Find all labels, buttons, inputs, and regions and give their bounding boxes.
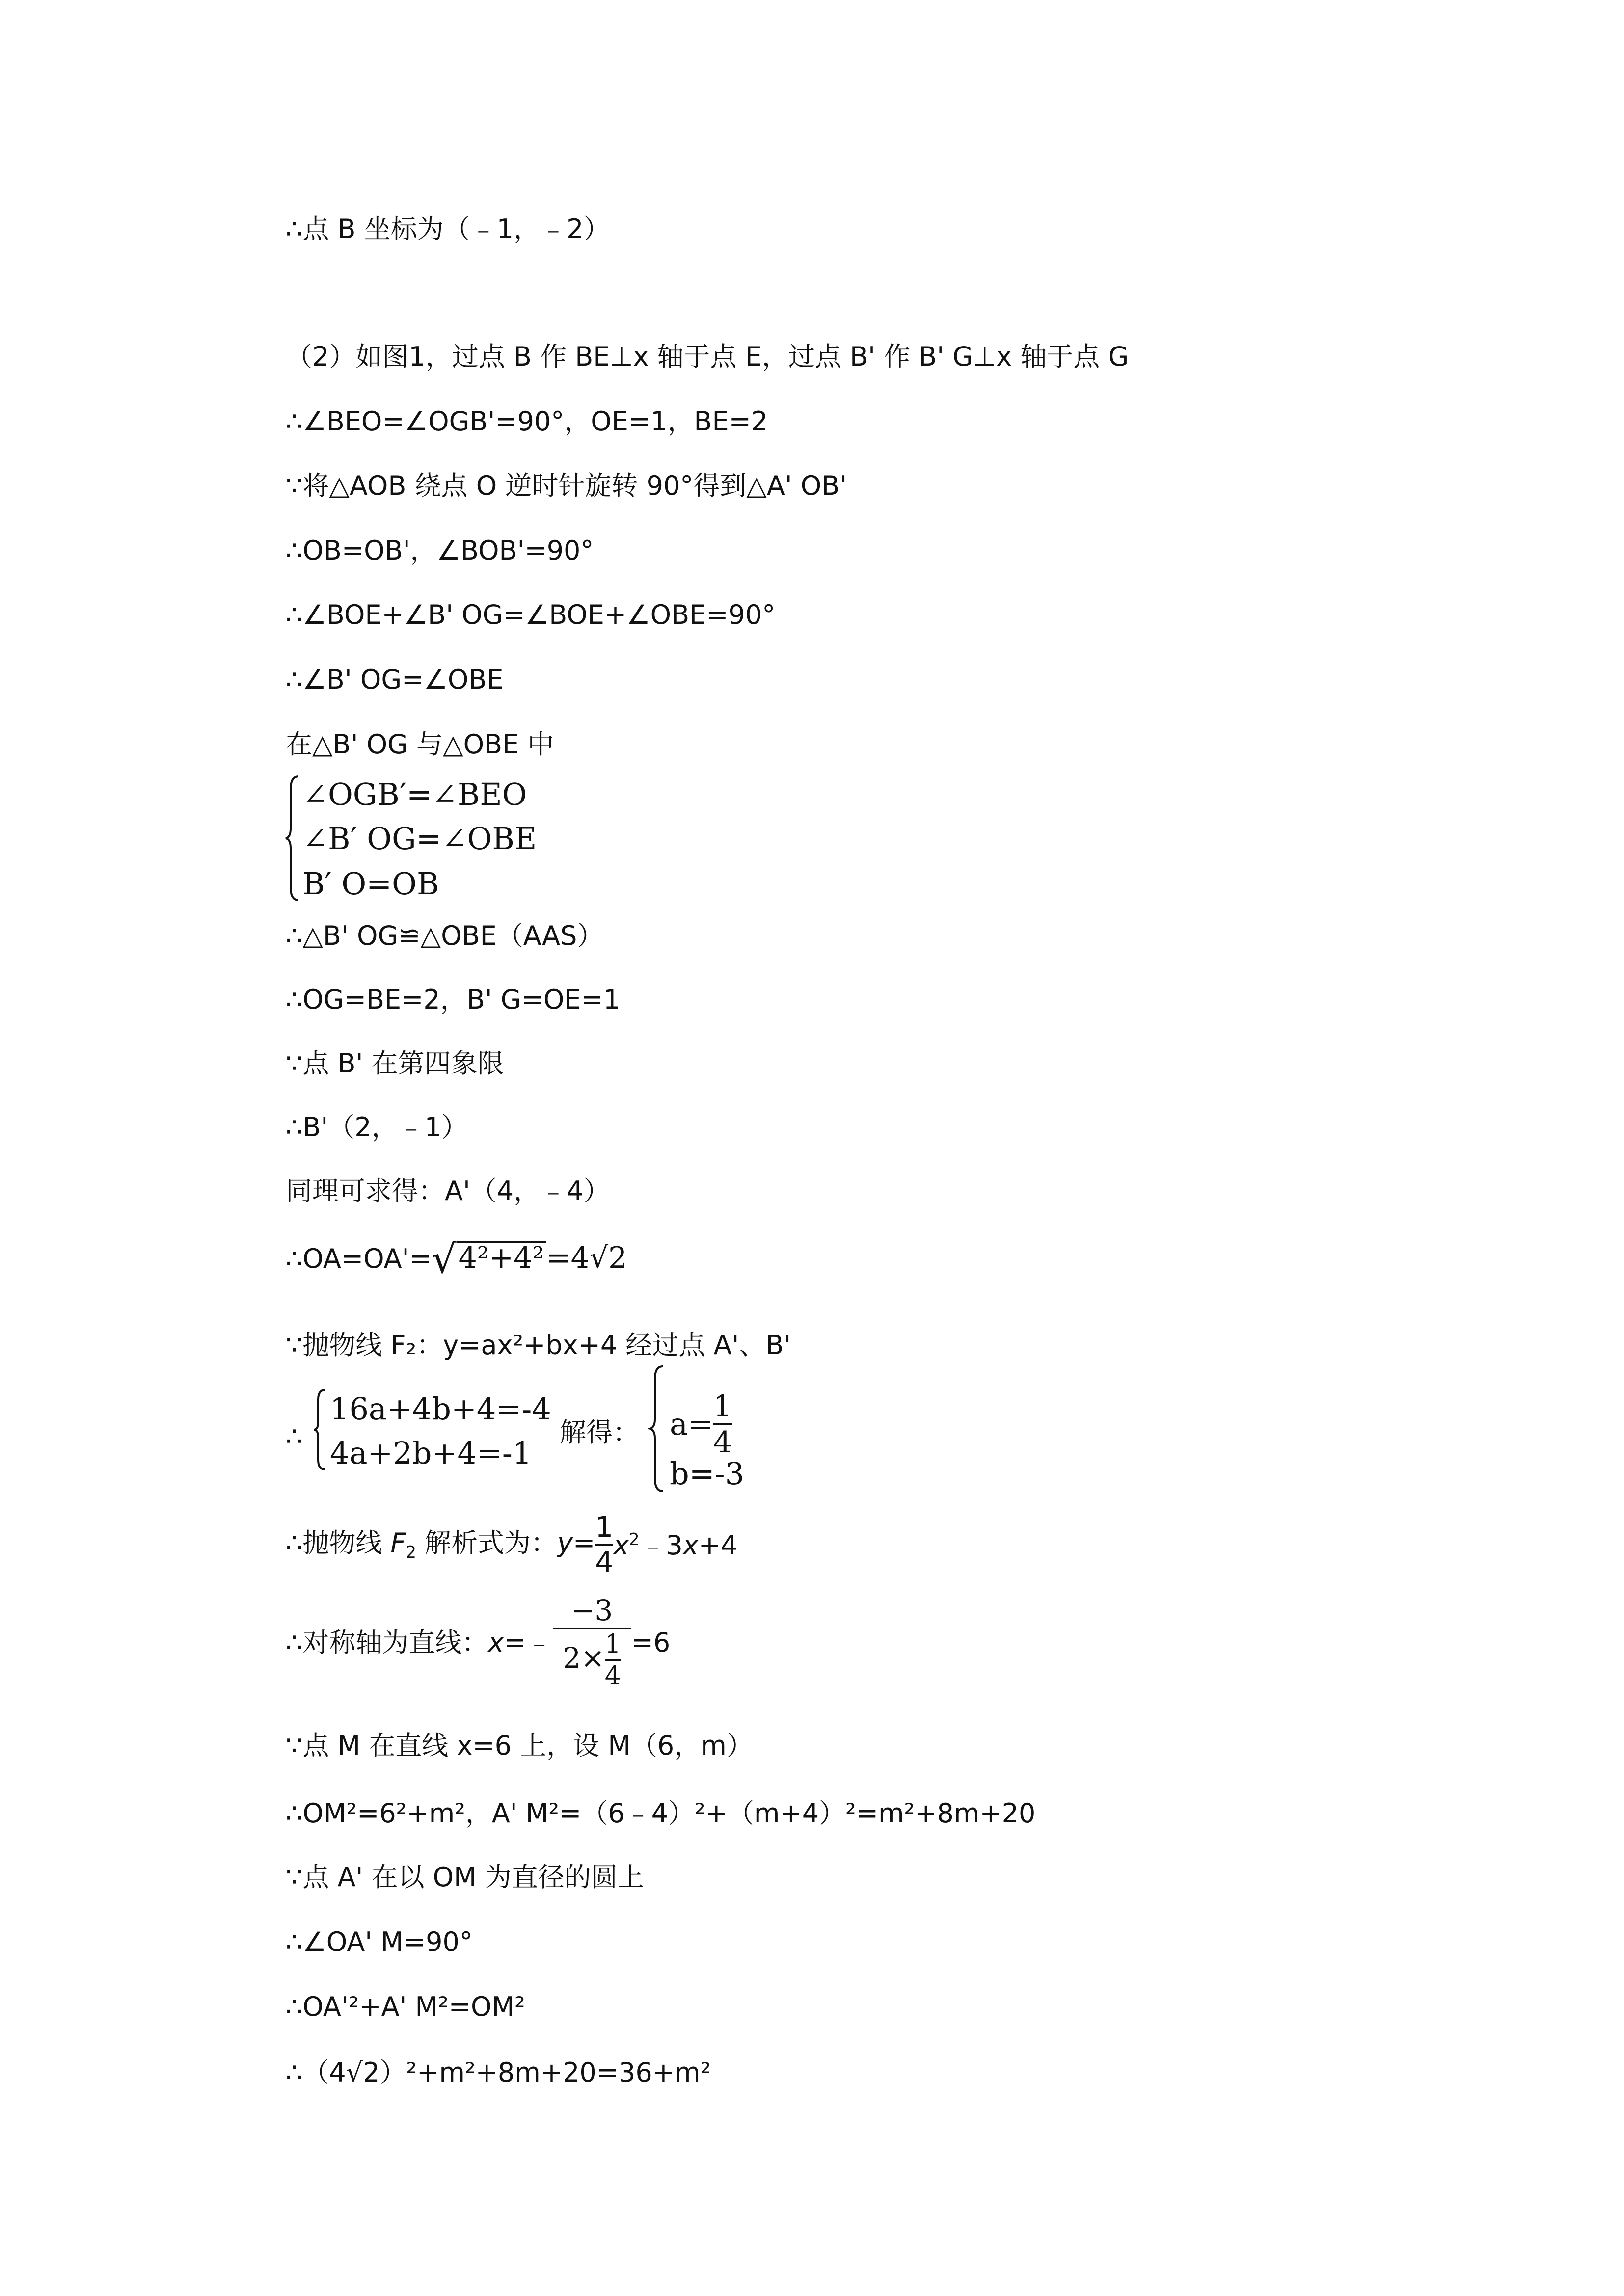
text-line-22 xyxy=(286,1991,525,2022)
text-line-12 xyxy=(286,1114,468,1141)
line-20-text: ∵点 A' 在以 OM 为直径的圆上 xyxy=(286,1862,644,1893)
system-3-row-2: b=-3 xyxy=(670,1456,745,1492)
text-line-3 xyxy=(286,408,768,435)
text-line-9 xyxy=(286,920,604,951)
text-line-1 xyxy=(286,216,610,242)
text-line-16: ∴抛物线 $F_2$ 解析式为：y= $\frac{1}{4}$ $x^2﹣3x+4$ xyxy=(286,1510,738,1579)
system-1-row-3: B′ O=OB xyxy=(302,866,439,902)
line-17-label: ∴对称轴为直线：x=﹣ xyxy=(286,1627,553,1658)
text-line-8 xyxy=(286,731,554,758)
system-3-row-1: a= $\frac{1}{4}$ xyxy=(670,1389,732,1460)
text-line-15 xyxy=(286,1332,791,1359)
text-line-17: ∴对称轴为直线：x=﹣ −3 2× $\frac{1}{4}$ =6 xyxy=(286,1594,671,1691)
text-line-11 xyxy=(286,1050,504,1077)
text-line-7 xyxy=(286,664,504,695)
line-1-text: ∴点 B 坐标为（﹣1，﹣2） xyxy=(286,214,610,244)
text-line-4 xyxy=(286,470,847,501)
system-2-row-2: 4a+2b+4=-1 xyxy=(330,1435,532,1471)
line-11-text: ∵点 B' 在第四象限 xyxy=(286,1048,504,1079)
left-brace-icon xyxy=(648,1364,665,1493)
line-10-text: ∴OG=BE=2，B' G=OE=1 xyxy=(286,984,621,1015)
left-brace-icon xyxy=(312,1388,327,1471)
line-8-text: 在△B' OG 与△OBE 中 xyxy=(286,729,554,760)
line-19-text: ∴OM²=6²+m²，A' M²=（6﹣4）²+（m+4）²=m²+8m+20 xyxy=(286,1798,1036,1829)
line-3-text: ∴∠BEO=∠OGB'=90°，OE=1，BE=2 xyxy=(286,406,768,437)
line-14-radicand: 4²+4² xyxy=(457,1241,546,1273)
line-15-text: ∵抛物线 F₂：y=ax²+bx+4 经过点 A'、B' xyxy=(286,1330,791,1361)
text-line-10 xyxy=(286,984,621,1015)
therefore-icon: ∴ xyxy=(286,1421,303,1452)
left-brace-icon xyxy=(284,774,300,902)
text-line-6 xyxy=(286,599,776,630)
text-line-21 xyxy=(286,1926,473,1957)
line-9-text: ∴△B' OG≌△OBE（AAS） xyxy=(286,920,604,951)
text-line-19 xyxy=(286,1800,1035,1827)
text-line-20 xyxy=(286,1864,644,1891)
solve-label: 解得： xyxy=(560,1417,639,1448)
line-14-prefix: ∴OA=OA'= xyxy=(286,1243,432,1274)
text-line-5 xyxy=(286,537,594,564)
line-21-text: ∴∠OA' M=90° xyxy=(286,1926,473,1957)
system-1-row-2: ∠B′ OG=∠OBE xyxy=(302,821,537,856)
text-line-18 xyxy=(286,1730,753,1761)
line-23-text: ∴（4√2）²+m²+8m+20=36+m² xyxy=(286,2057,711,2088)
line-13-text: 同理可求得：A'（4，﹣4） xyxy=(286,1175,610,1206)
line-4-text: ∵将△AOB 绕点 O 逆时针旋转 90°得到△A' OB' xyxy=(286,470,847,501)
line-14-suffix: =4√2 xyxy=(546,1241,627,1275)
fraction-one-quarter: $\frac{1}{4}$ xyxy=(595,1510,614,1579)
text-line-14 xyxy=(286,1236,627,1282)
line-2-text: （2）如图1，过点 B 作 BE⊥x 轴于点 E，过点 B' 作 B' G⊥x 轴于点 G xyxy=(286,341,1129,372)
line-22-text: ∴OA'²+A' M²=OM² xyxy=(286,1991,525,2022)
text-line-13 xyxy=(286,1175,610,1206)
sqrt-icon: √ xyxy=(431,1236,457,1282)
line-18-text: ∵点 M 在直线 x=6 上，设 M（6，m） xyxy=(286,1730,753,1761)
line-7-text: ∴∠B' OG=∠OBE xyxy=(286,664,504,695)
line-6-text: ∴∠BOE+∠B' OG=∠BOE+∠OBE=90° xyxy=(286,599,776,630)
line-5-text: ∴OB=OB'，∠BOB'=90° xyxy=(286,535,594,566)
system-1-row-1: ∠OGB′=∠BEO xyxy=(302,776,527,812)
fraction-axis: −3 2× $\frac{1}{4}$ xyxy=(553,1595,631,1690)
text-line-23 xyxy=(286,2059,711,2086)
text-line-2 xyxy=(286,341,1129,372)
line-12-text: ∴B'（2，﹣1） xyxy=(286,1112,468,1143)
system-2-row-1: 16a+4b+4=-4 xyxy=(330,1391,551,1427)
line-16-label: ∴抛物线 $F_2$ 解析式为：y= xyxy=(286,1527,595,1562)
